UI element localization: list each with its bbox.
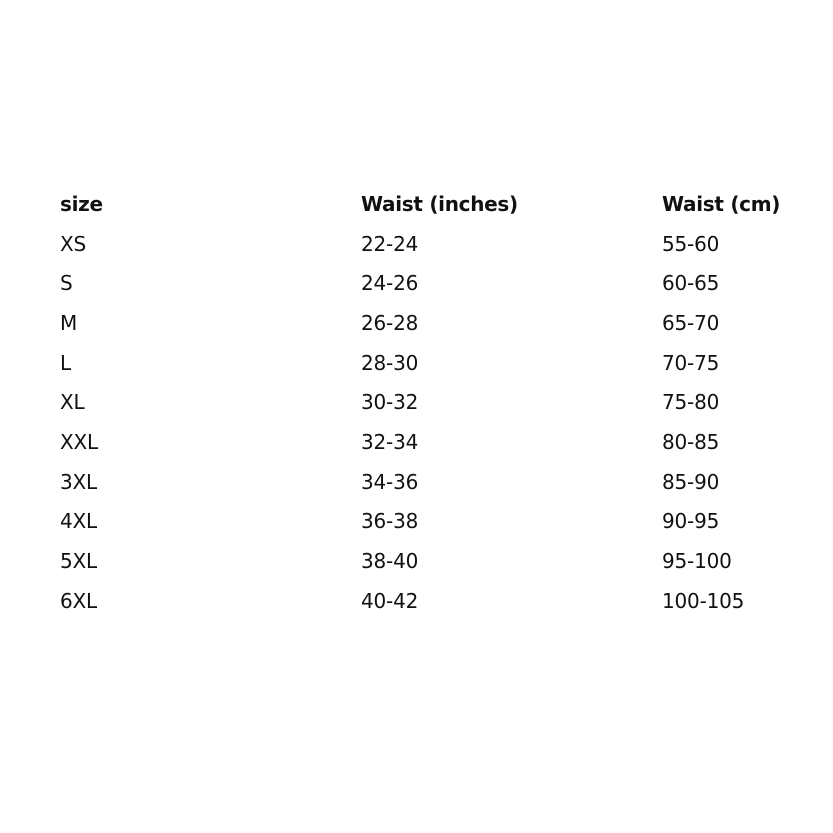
table-row (60, 502, 800, 542)
waist-cm-cell: 70-75 (662, 350, 720, 375)
waist-inches-cell: 28-30 (361, 350, 419, 375)
table-row (60, 263, 800, 303)
waist-inches-cell: 26-28 (361, 310, 419, 335)
table-row (60, 462, 800, 502)
waist-cm-cell: 55-60 (662, 231, 720, 256)
size-cell: S (60, 271, 73, 296)
waist-inches-cell: 36-38 (361, 509, 419, 534)
header-waist-cm: Waist (cm) (662, 191, 781, 216)
size-cell: 6XL (60, 588, 97, 613)
waist-cm-cell: 60-65 (662, 271, 720, 296)
size-cell: M (60, 310, 78, 335)
table-row (60, 541, 800, 581)
size-cell: L (60, 350, 71, 375)
size-cell: 4XL (60, 509, 97, 534)
table-row (60, 422, 800, 462)
size-cell: 3XL (60, 469, 97, 494)
waist-cm-cell: 90-95 (662, 509, 720, 534)
size-cell: 5XL (60, 549, 97, 574)
table-row (60, 343, 800, 383)
size-chart-table (60, 184, 800, 621)
waist-inches-cell: 32-34 (361, 429, 419, 454)
table-row (60, 224, 800, 264)
waist-cm-cell: 100-105 (662, 588, 745, 613)
waist-cm-cell: 75-80 (662, 390, 720, 415)
waist-inches-cell: 24-26 (361, 271, 419, 296)
header-size: size (60, 191, 103, 216)
size-cell: XXL (60, 429, 98, 454)
table-row (60, 581, 800, 621)
waist-inches-cell: 30-32 (361, 390, 419, 415)
waist-cm-cell: 80-85 (662, 429, 720, 454)
waist-cm-cell: 85-90 (662, 469, 720, 494)
waist-inches-cell: 34-36 (361, 469, 419, 494)
size-cell: XL (60, 390, 85, 415)
waist-inches-cell: 22-24 (361, 231, 419, 256)
header-waist-inches: Waist (inches) (361, 191, 518, 216)
waist-inches-cell: 40-42 (361, 588, 419, 613)
waist-inches-cell: 38-40 (361, 549, 419, 574)
table-header-row (60, 184, 800, 224)
waist-cm-cell: 95-100 (662, 549, 732, 574)
waist-cm-cell: 65-70 (662, 310, 720, 335)
size-cell: XS (60, 231, 86, 256)
table-row (60, 303, 800, 343)
table-row (60, 382, 800, 422)
